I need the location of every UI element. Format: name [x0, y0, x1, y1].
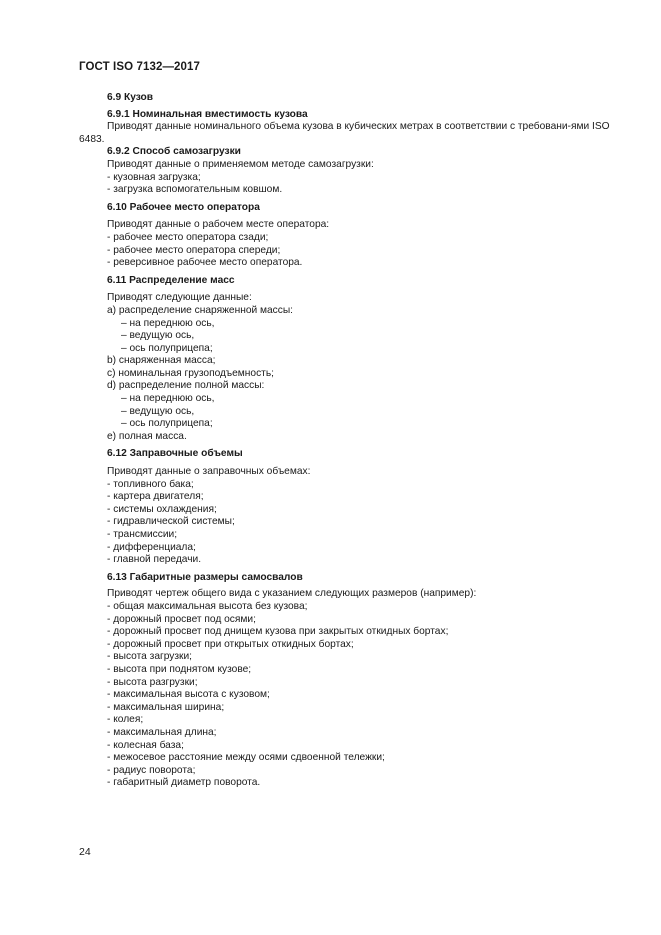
list-item: - максимальная ширина;: [107, 701, 225, 713]
page-number: 24: [79, 846, 91, 858]
paragraph-line: Приводят данные о заправочных объемах:: [107, 466, 311, 478]
paragraph-line: b) снаряженная масса;: [107, 355, 216, 367]
list-item: - главной передачи.: [107, 554, 202, 566]
list-item: - общая максимальная высота без кузова;: [107, 600, 308, 612]
list-item: - кузовная загрузка;: [107, 171, 201, 183]
list-item: - дорожный просвет под днищем кузова при закрытых откидных бортах;: [107, 626, 449, 638]
list-item: - загрузка вспомогательным ковшом.: [107, 184, 283, 196]
sub-list-item: – ведущую ось,: [121, 330, 195, 342]
list-item: - системы охлаждения;: [107, 503, 217, 515]
section-heading: 6.9 Кузов: [107, 92, 154, 103]
sub-list-item: – на переднюю ось,: [121, 393, 215, 405]
paragraph-line: с) номинальная грузоподъемность;: [107, 367, 274, 379]
paragraph-line: Приводят чертеж общего вида с указанием следующих размеров (например):: [107, 588, 477, 600]
section-heading: 6.12 Заправочные объемы: [107, 448, 243, 460]
document-header: ГОСТ ISO 7132—2017: [79, 61, 201, 73]
section-heading: 6.13 Габаритные размеры самосвалов: [107, 571, 303, 583]
section-heading: 6.10 Рабочее место оператора: [107, 201, 260, 213]
paragraph-line: е) полная масса.: [107, 430, 187, 442]
list-item: - гидравлической системы;: [107, 516, 235, 528]
list-item: - межосевое расстояние между осями сдвоенной тележки;: [107, 752, 385, 764]
list-item: - трансмиссии;: [107, 529, 178, 540]
sub-list-item: – ось полуприцепа;: [121, 418, 213, 430]
sub-list-item: – ведущую ось,: [121, 405, 195, 417]
sub-list-item: – ось полуприцепа;: [121, 342, 213, 354]
paragraph-line: Приводят следующие данные:: [107, 292, 252, 304]
section-heading: 6.9.1 Номинальная вместимость кузова: [107, 108, 308, 120]
paragraph: Приводят данные номинального объема кузова в кубических метрах в соответствии с требовани-ями ISO 6483.: [79, 121, 610, 145]
paragraph-line: Приводят данные о применяемом методе самозагрузки:: [107, 158, 374, 170]
list-item: - картера двигателя;: [107, 491, 204, 503]
paragraph-line: d) распределение полной массы:: [107, 380, 265, 392]
list-item: - дифференциала;: [107, 541, 196, 553]
list-item: - высота загрузки;: [107, 651, 193, 663]
section-heading: 6.11 Распределение масс: [107, 274, 235, 286]
document-body: [79, 92, 619, 790]
list-item: - высота разгрузки;: [107, 676, 198, 688]
paragraph-line: Приводят данные о рабочем месте оператора:: [107, 219, 330, 231]
list-item: - колесная база;: [107, 739, 184, 751]
list-item: - максимальная длина;: [107, 726, 217, 738]
list-item: - радиус поворота;: [107, 764, 196, 776]
list-item: - габаритный диаметр поворота.: [107, 777, 261, 789]
list-item: - рабочее место оператора сзади;: [107, 231, 269, 243]
list-item: - реверсивное рабочее место оператора.: [107, 257, 303, 269]
paragraph-line: а) распределение снаряженной массы:: [107, 304, 294, 316]
sub-list-item: – на переднюю ось,: [121, 317, 215, 329]
list-item: - рабочее место оператора спереди;: [107, 244, 281, 256]
list-item: - высота при поднятом кузове;: [107, 663, 252, 675]
list-item: - дорожный просвет при открытых откидных бортах;: [107, 638, 354, 650]
list-item: - топливного бака;: [107, 478, 194, 490]
section-heading: 6.9.2 Способ самозагрузки: [107, 146, 241, 158]
list-item: - колея;: [107, 714, 144, 726]
list-item: - максимальная высота с кузовом;: [107, 689, 270, 701]
list-item: - дорожный просвет под осями;: [107, 613, 256, 625]
